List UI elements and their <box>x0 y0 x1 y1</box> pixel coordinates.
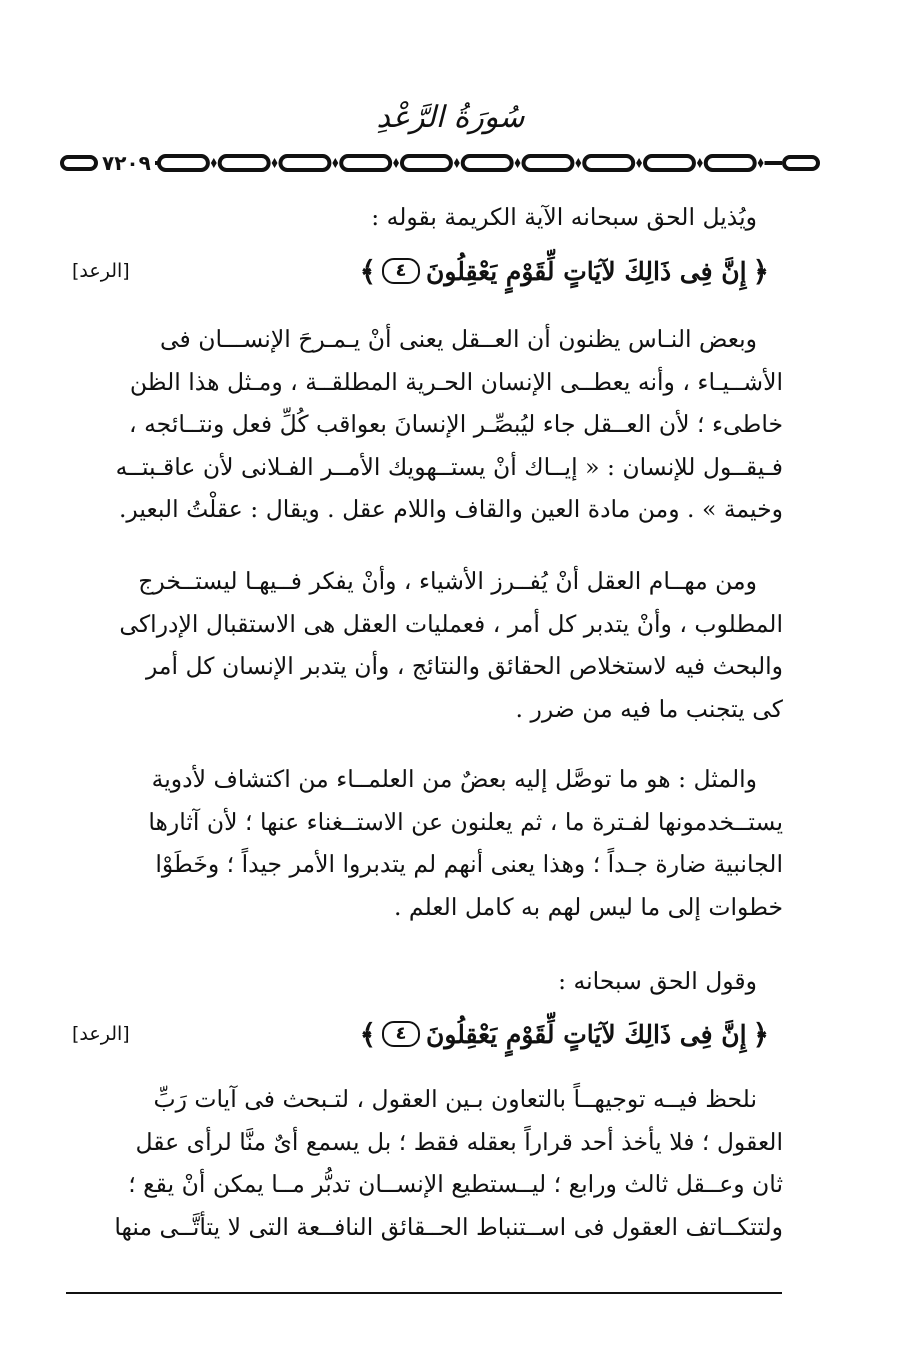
text-line: العقول ؛ فلا يأخذ أحد قراراً بعقله فقط ؛ بل يسمع أىٌ منَّا لرأى عقل <box>135 1127 783 1156</box>
text-line: يستــخدمونها لفـترة ما ، ثم يعلنون عن الاستــغناء عنها ؛ لأن آثارها <box>148 807 783 836</box>
text-line: والبحث فيه لاستخلاص الحقائق والنتائج ، وأن يتدبر الإنسان كل أمر <box>145 652 783 680</box>
verse-open-bracket: ﴿ <box>752 1017 769 1051</box>
text-line: ثان وعــقل ثالث ورابع ؛ ليــستطيع الإنســان تدبُّر مــا يمكن أنْ يقع ؛ <box>128 1170 783 1198</box>
ayah-number-marker: ٤ <box>382 1021 420 1047</box>
verse-text: إِنَّ فِى ذَالِكَ لآيَاتٍ لِّقَوْمٍ يَعْقِلُونَ <box>425 256 747 286</box>
text-line: ويُذيل الحق سبحانه الآية الكريمة بقوله : <box>371 203 757 231</box>
text-line: ولتتكــاتف العقول فى اســتنباط الحــقائق النافــعة التى لا يتأتَّــى منها <box>114 1212 783 1241</box>
paragraph-1 <box>72 318 783 531</box>
paragraph-4 <box>72 1078 783 1248</box>
verse-block-1 <box>72 249 783 293</box>
chain-ornament <box>155 148 782 178</box>
text-line: والمثل : هو ما توصَّل إليه بعضٌ من العلمــاء من اكتشاف لأدوية <box>151 765 757 793</box>
text-line: الجانبية ضارة جـداً ؛ وهذا يعنى أنهم لم يتدبروا الأمر جيداً ؛ وخَطَوْا <box>155 850 783 878</box>
text-line: ومن مهــام العقل أنْ يُفــرز الأشياء ، وأنْ يفكر فــيهـا ليستــخرج <box>138 567 757 595</box>
border-end-oval-right <box>782 155 820 171</box>
page-number: ٧٢٠٩ <box>102 151 151 175</box>
ayah-number-marker: ٤ <box>382 258 420 284</box>
text-line: خاطىء ؛ لأن العــقل جاء ليُبصِّـر الإنسانَ بعواقب كُلِّ فعل ونتــائجه ، <box>129 410 783 438</box>
text-line: نلحظ فيــه توجيهــاً بالتعاون بـين العقول ، لتـبحث فى آيات رَبِّ <box>153 1085 757 1113</box>
verse-close-bracket: ﴾ <box>359 254 376 288</box>
text-line: فـيقــول للإنسان : « إيــاك أنْ يستــهويك الأمــر الفـلانى لأن عاقـبتــه <box>115 452 783 481</box>
intro-line <box>72 196 783 239</box>
intro-line-2 <box>72 960 783 1003</box>
text-line: وبعض النـاس يظنون أن العــقل يعنى أنْ يـمـرحَ الإنســـان فى <box>159 325 757 353</box>
verse-block-2 <box>72 1012 783 1056</box>
text-line: وقول الحق سبحانه : <box>558 967 757 995</box>
surah-title: سُورَةُ الرَّعْدِ <box>376 100 525 135</box>
verse-reference: [الرعد] <box>72 260 130 282</box>
text-line: الأشــيـاء ، وأنه يعطــى الإنسان الحـرية المطلقــة ، ومـثل هذا الظن <box>129 367 783 396</box>
text-line: خطوات إلى ما ليس لهم به كامل العلم . <box>393 892 783 921</box>
verse-close-bracket: ﴾ <box>359 1017 376 1051</box>
quran-verse <box>360 255 783 288</box>
text-line: كى يتجنب ما فيه من ضرر . <box>515 694 783 723</box>
border-end-oval-left <box>60 155 98 171</box>
ornamental-border <box>60 148 820 178</box>
footnote-rule <box>66 1292 782 1294</box>
text-line: المطلوب ، وأنْ يتدبر كل أمر ، فعمليات العقل هى الاستقبال الإدراكى <box>119 609 783 638</box>
paragraph-3 <box>72 758 783 928</box>
text-line: وخيمة » . ومن مادة العين والقاف واللام عقل . ويقال : عقلْتُ البعير. <box>118 495 783 523</box>
quran-verse <box>360 1018 783 1051</box>
paragraph-2 <box>72 560 783 730</box>
verse-open-bracket: ﴿ <box>752 254 769 288</box>
verse-reference: [الرعد] <box>72 1023 130 1045</box>
verse-text: إِنَّ فِى ذَالِكَ لآيَاتٍ لِّقَوْمٍ يَعْقِلُونَ <box>425 1019 747 1049</box>
